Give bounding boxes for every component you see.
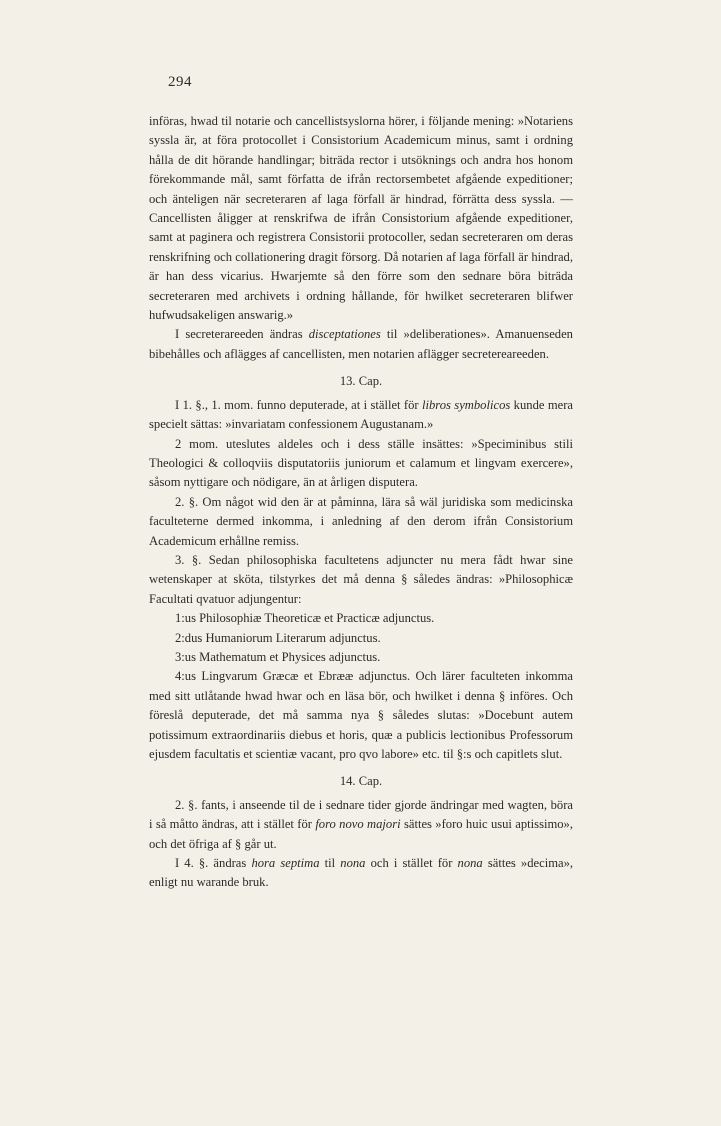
text-run: til xyxy=(324,856,336,871)
text-run: I 4. §. ändras xyxy=(175,856,247,871)
paragraph-13-2: 2. §. Om något wid den är at påminna, lära så wäl juridiska som medicinska faculteterne dermed inkomma, i anledning af den derom ifrån Consistorium Academicum erhållne remiss. xyxy=(149,494,573,548)
paragraph-14-4 xyxy=(149,854,573,893)
text-run: 2. §. fants, i anseende til de i sednare tider gjorde ändringar med wagten, böra i så måtto ändras, att i stället för xyxy=(149,797,573,832)
paragraph-secreterareeden xyxy=(149,325,573,364)
italic-term: hora septima xyxy=(251,856,320,871)
text-run: I 1. §., 1. mom. funno deputerade, at i stället för xyxy=(175,397,419,412)
list-item: 1:us Philosophiæ Theoreticæ et Practicæ adjunctus. xyxy=(175,611,435,626)
page-body xyxy=(149,112,573,893)
paragraph-13-1-mom2: 2 mom. uteslutes aldeles och i dess ställe insättes: »Speciminibus stili Theologici & colloqviis disputatoriis juniorum et calamum et lingvam exercere», såsom nyttigare och nödigare, än at årligen disputera. xyxy=(149,436,573,490)
italic-term: nona xyxy=(457,856,483,871)
paragraph-notarie: införas, hwad til notarie och cancellistsyslorna hörer, i följande mening: »Notariens syssla är, at föra protocollet i Consistorium Academicum minus, samt i ordning hålla de dit hörande handlingar; biträda rector i utsöknings och andra hos honom förekommande mål, samt författa de ifrån rectorsembetet afgående expeditioner; och änteligen när secreteraren af laga förfall är hindrad, förrätta dess syssla. — Cancellisten åligger at renskrifwa de ifrån Consistorium afgående expeditioner, samt at paginera och registrera Consistorii protocoller, sedan secreteraren om deras renskrifning och collationering dragit försorg. Då notarien af laga förfall är hindrad, är han dess vicarius. Hwarjemte så den förre som den sednare böra biträda secreteraren med archivets i ordning hållande, för hwilket secreteraren blifwer hufwudsakeligen answarig.» xyxy=(149,114,573,323)
list-item: 4:us Lingvarum Græcæ et Ebrææ adjunctus. xyxy=(175,669,411,684)
text-run: kunde mera specielt sättas: »invariatam confessionem Augustanam.» xyxy=(149,397,573,432)
text-run: I secreterareeden ändras xyxy=(175,327,303,342)
text-run: sättes »decima», enligt nu warande bruk. xyxy=(149,856,574,890)
text-run: sättes »foro huic usui aptissimo», och det öfriga af § går ut. xyxy=(149,817,574,851)
italic-term: nona xyxy=(340,856,366,871)
paragraph-14-2 xyxy=(149,796,573,854)
page-number: 294 xyxy=(168,74,192,90)
chapter-heading-13: 13. Cap. xyxy=(339,374,383,389)
paragraph-13-3: 3. §. Sedan philosophiska facultetens adjuncter nu mera fådt hwar sine wetenskaper at sköta, tilstyrkes det må denna § således ändras: »Philosophicæ Facultati qvatuor adjungentur: xyxy=(149,552,573,606)
italic-term: disceptationes xyxy=(308,327,381,342)
italic-term: libros symbolicos xyxy=(422,397,511,412)
list-item: 2:dus Humaniorum Literarum adjunctus. xyxy=(175,630,381,645)
text-run: til »deliberationes». Amanuenseden bibehålles och aflägges af cancellisten, men notarien aflägger secretereareeden. xyxy=(149,327,573,361)
chapter-heading-14: 14. Cap. xyxy=(339,774,383,789)
italic-term: foro novo majori xyxy=(315,817,401,832)
text-run: Och lärer faculteten inkomma med sitt utlåtande hwad hwar och en läsa bör, och hwilket i denna § införes. Och föreslå deputerade, det må samma nya § således slutas: »Docebunt autem potissimum extraordinariis diebus et horis, quæ a publicis lectionibus Professorum ejusdem facultatis et scientiæ vacant, pro qvo labore» etc. til §:s och capitlets slut. xyxy=(149,669,573,761)
paragraph-13-3-cont xyxy=(149,667,573,764)
text-run: och i stället för xyxy=(370,856,453,871)
paragraph-13-1 xyxy=(149,396,573,435)
list-item: 3:us Mathematum et Physices adjunctus. xyxy=(175,649,381,664)
